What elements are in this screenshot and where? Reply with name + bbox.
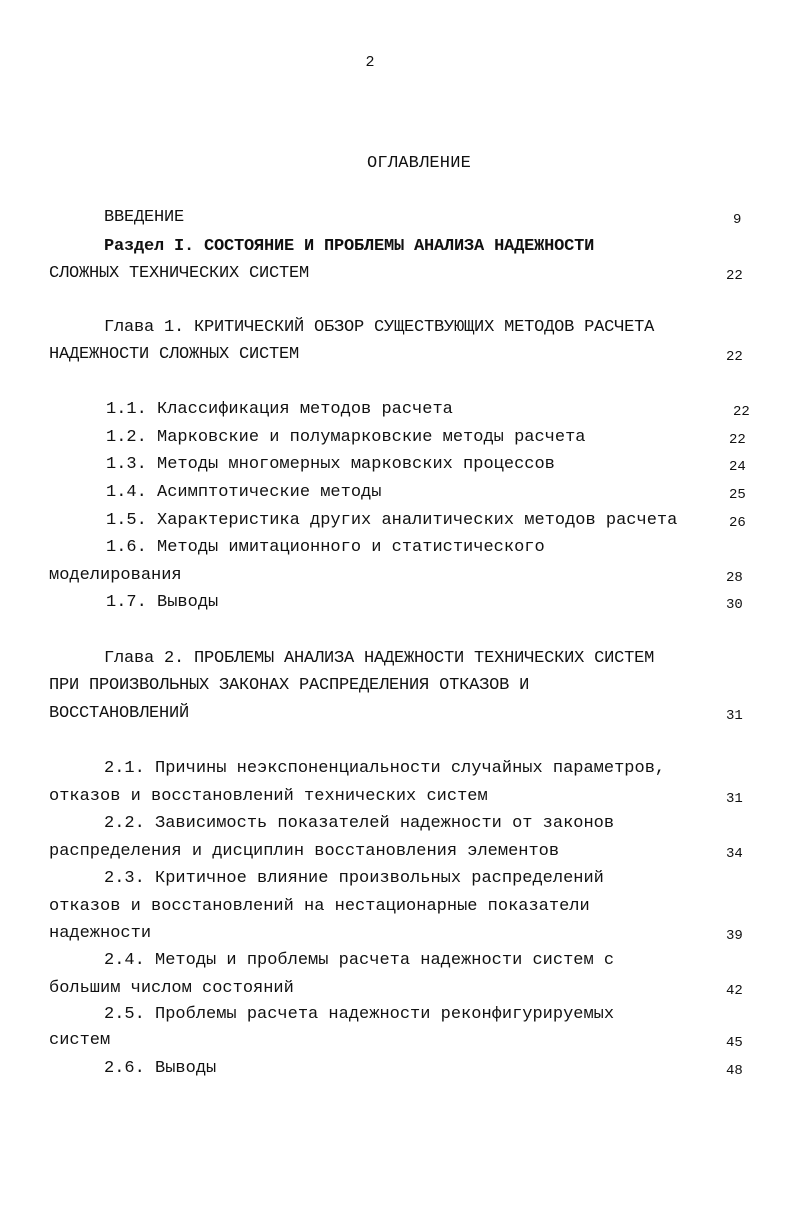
- toc-entry-text: отказов и восстановлений технических систем: [49, 787, 488, 806]
- toc-entry-text: 2.1. Причины неэкспоненциальности случайных параметров,: [104, 759, 666, 778]
- toc-entry-page: 31: [726, 791, 743, 807]
- toc-entry-text: ВВЕДЕНИЕ: [104, 208, 185, 227]
- toc-entry-text: 1.4. Асимптотические методы: [106, 483, 382, 502]
- toc-entry-text: ВОССТАНОВЛЕНИЙ: [49, 704, 190, 723]
- toc-entry: [0, 1028, 798, 1054]
- toc-entry-page: 39: [726, 928, 743, 944]
- toc-entry-text: 1.2. Марковские и полумарковские методы расчета: [106, 428, 586, 447]
- toc-entry-text: систем: [49, 1031, 111, 1050]
- toc-entry-text: отказов и восстановлений на нестационарные показатели: [49, 897, 590, 916]
- toc-entry: [0, 921, 798, 947]
- toc-entry-text: надежности: [49, 924, 152, 943]
- toc-entry: [0, 452, 798, 478]
- toc-entry-text: 1.5. Характеристика других аналитических методов расчета: [106, 511, 678, 530]
- toc-entry-text: СЛОЖНЫХ ТЕХНИЧЕСКИХ СИСТЕМ: [49, 264, 310, 283]
- toc-entry: [0, 1002, 798, 1028]
- toc-entry-text: 1.3. Методы многомерных марковских процессов: [106, 455, 555, 474]
- toc-entry-text: 2.2. Зависимость показателей надежности от законов: [104, 814, 615, 833]
- toc-entry-text: 2.6. Выводы: [104, 1059, 217, 1078]
- toc-entry-page: 34: [726, 846, 743, 862]
- toc-entry: [0, 948, 798, 974]
- toc-entry-page: 31: [726, 708, 743, 724]
- toc-entry: [0, 315, 798, 341]
- toc-entry: [0, 397, 798, 423]
- toc-entry: [0, 590, 798, 616]
- toc-entry: [0, 508, 798, 534]
- toc-entry: [0, 839, 798, 865]
- toc-entry: [0, 784, 798, 810]
- toc-entry-page: 42: [726, 983, 743, 999]
- toc-entry-page: 22: [726, 268, 743, 284]
- toc-entry-text: 1.7. Выводы: [106, 593, 219, 612]
- toc-entry-page: 30: [726, 597, 743, 613]
- toc-entry: [0, 646, 798, 672]
- toc-entry: [0, 342, 798, 368]
- toc-entry-page: 9: [733, 212, 742, 228]
- toc-entry-text: 2.5. Проблемы расчета надежности реконфигурируемых: [104, 1005, 615, 1024]
- toc-entry-text: Глава 2. ПРОБЛЕМЫ АНАЛИЗА НАДЕЖНОСТИ ТЕХНИЧЕСКИХ СИСТЕМ: [104, 649, 655, 668]
- toc-entry-page: 25: [729, 487, 746, 503]
- toc-heading: ОГЛАВЛЕНИЕ: [366, 154, 472, 173]
- toc-entry: [0, 673, 798, 699]
- toc-entry-text: 2.3. Критичное влияние произвольных распределений: [104, 869, 604, 888]
- toc-entry: [0, 1056, 798, 1082]
- toc-entry: [0, 480, 798, 506]
- toc-entry-text: Глава 1. КРИТИЧЕСКИЙ ОБЗОР СУЩЕСТВУЮЩИХ МЕТОДОВ РАСЧЕТА: [104, 318, 655, 337]
- toc-entry: [0, 205, 798, 231]
- toc-entry-text: распределения и дисциплин восстановления элементов: [49, 842, 560, 861]
- toc-entry-page: 48: [726, 1063, 743, 1079]
- toc-entry-page: 22: [729, 432, 746, 448]
- toc-entry: [0, 811, 798, 837]
- toc-entry-page: 26: [729, 515, 746, 531]
- toc-entry-page: 45: [726, 1035, 743, 1051]
- toc-entry-text: 1.6. Методы имитационного и статистического: [106, 538, 545, 557]
- toc-entry-text: ПРИ ПРОИЗВОЛЬНЫХ ЗАКОНАХ РАСПРЕДЕЛЕНИЯ ОТКАЗОВ И: [49, 676, 530, 695]
- toc-entry: [0, 976, 798, 1002]
- toc-entry: [0, 234, 798, 260]
- toc-entry: [0, 866, 798, 892]
- toc-entry-page: 28: [726, 570, 743, 586]
- toc-entry-text: НАДЕЖНОСТИ СЛОЖНЫХ СИСТЕМ: [49, 345, 300, 364]
- toc-entry-page: 22: [726, 349, 743, 365]
- toc-entry: [0, 535, 798, 561]
- toc-entry-page: 22: [733, 404, 750, 420]
- toc-entry-text: Раздел I. СОСТОЯНИЕ И ПРОБЛЕМЫ АНАЛИЗА НАДЕЖНОСТИ: [104, 237, 595, 256]
- page-number: 2: [365, 54, 375, 71]
- toc-entry: [0, 756, 798, 782]
- toc-entry: [0, 563, 798, 589]
- toc-entry-text: большим числом состояний: [49, 979, 294, 998]
- toc-entry: [0, 701, 798, 727]
- toc-entry-text: моделирования: [49, 566, 182, 585]
- toc-entry: [0, 261, 798, 287]
- toc-entry-text: 1.1. Классификация методов расчета: [106, 400, 453, 419]
- toc-entry: [0, 425, 798, 451]
- toc-entry: [0, 894, 798, 920]
- toc-entry-page: 24: [729, 459, 746, 475]
- toc-entry-text: 2.4. Методы и проблемы расчета надежности систем с: [104, 951, 615, 970]
